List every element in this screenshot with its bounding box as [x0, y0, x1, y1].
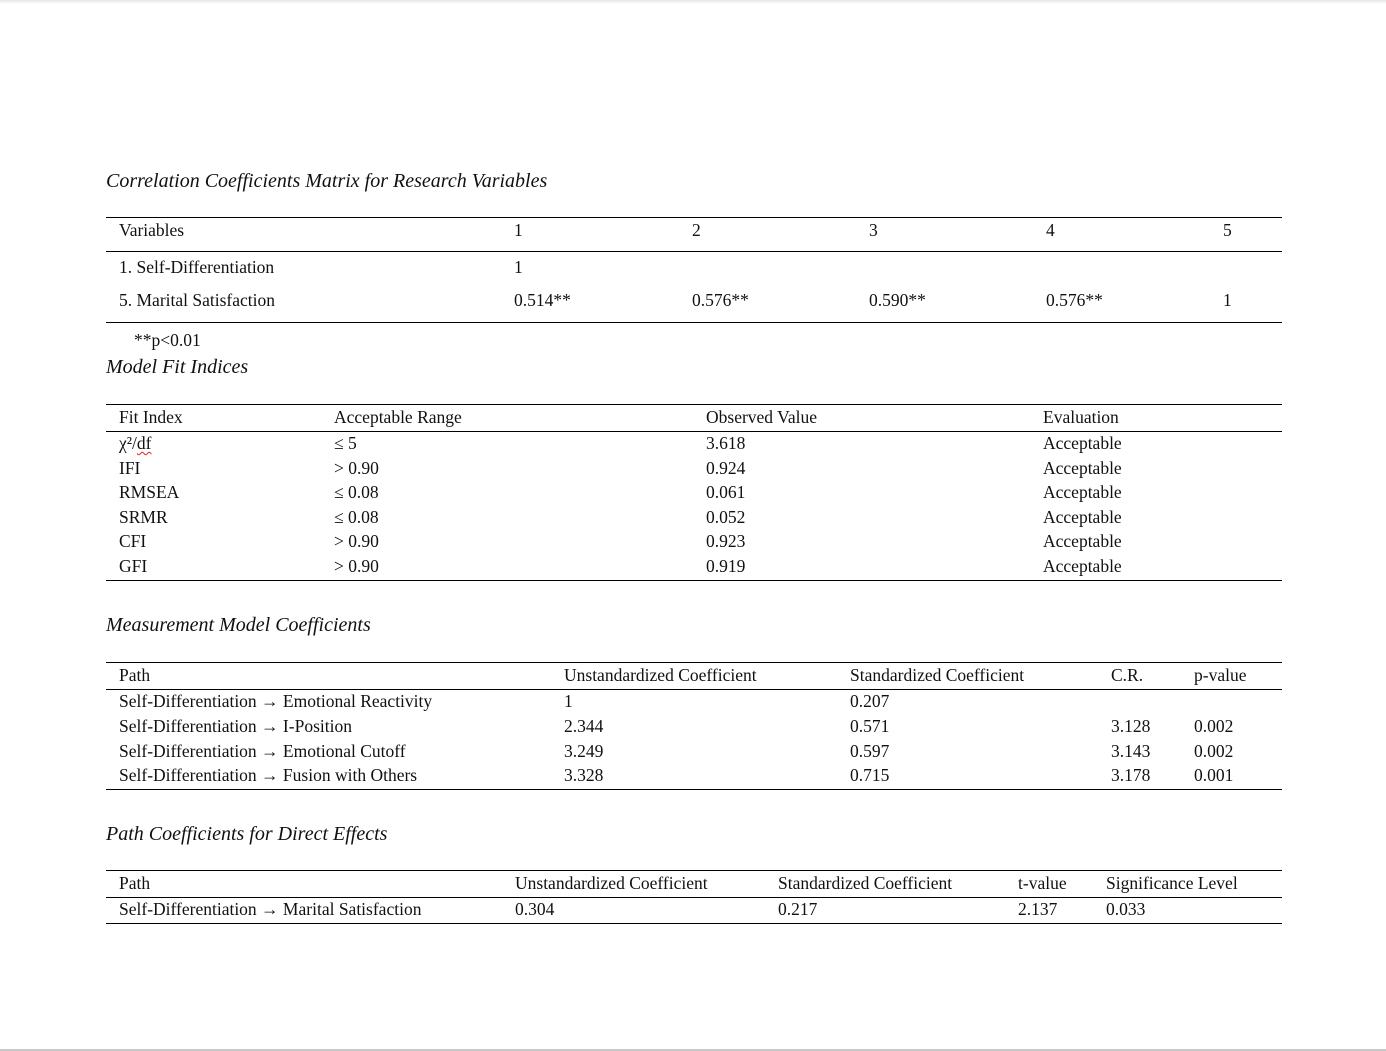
chi-square-symbol: χ²/: [119, 433, 137, 453]
column-header-fit-index: Fit Index: [119, 407, 183, 427]
cell-evaluation: Acceptable: [1043, 531, 1122, 552]
cell-c-r: 3.178: [1111, 765, 1151, 786]
cell-observed-value: 0.923: [706, 531, 746, 552]
cell-2: 0.576**: [692, 290, 749, 310]
significance-note: **p<0.01: [134, 330, 201, 350]
column-header-4: 4: [1046, 220, 1055, 240]
cell-fit-index: GFI: [119, 555, 148, 576]
cell-acceptable-range: > 0.90: [334, 457, 379, 478]
table-header-row: [106, 405, 1282, 432]
cell-c-r: 3.143: [1111, 740, 1151, 761]
cell-evaluation: Acceptable: [1043, 555, 1122, 576]
cell-acceptable-range: > 0.90: [334, 555, 379, 576]
cell-p-value: 0.002: [1194, 740, 1234, 761]
cell-observed-value: 0.924: [706, 457, 746, 478]
cell-unstandardized-coefficient: 2.344: [564, 715, 604, 736]
table-body: [106, 432, 1282, 580]
column-header-1: 1: [514, 220, 523, 240]
column-header-standardized-coefficient: Standardized Coefficient: [778, 873, 953, 893]
column-header-path: Path: [119, 873, 151, 893]
cell-path: Self-Differentiation → I-Position: [119, 715, 352, 736]
cell-4: 0.576**: [1046, 290, 1103, 310]
cell-3: 0.590**: [869, 290, 926, 310]
fit-indices-table: [106, 404, 1282, 581]
page-top-edge: [0, 0, 1386, 4]
table-header-row: [106, 871, 1282, 898]
column-header-variables: Variables: [119, 220, 185, 240]
table-row: [106, 254, 1282, 287]
cell-p-value: 0.002: [1194, 715, 1234, 736]
cell-standardized-coefficient: 0.597: [850, 740, 890, 761]
cell-path: Self-Differentiation → Fusion with Others: [119, 765, 418, 786]
table-row: [106, 898, 1282, 923]
cell-standardized-coefficient: 0.715: [850, 765, 890, 786]
column-header-acceptable-range: Acceptable Range: [334, 407, 462, 427]
cell-observed-value: 0.919: [706, 555, 746, 576]
column-header-3: 3: [869, 220, 878, 240]
cell-unstandardized-coefficient: 0.304: [515, 899, 555, 919]
cell-c-r: 3.128: [1111, 715, 1151, 736]
correlation-table: [106, 217, 1282, 323]
cell-t-value: 2.137: [1018, 899, 1058, 919]
column-header-t-value: t-value: [1018, 873, 1067, 893]
cell-unstandardized-coefficient: 1: [564, 691, 573, 711]
cell-evaluation: Acceptable: [1043, 433, 1122, 453]
cell-standardized-coefficient: 0.207: [850, 691, 890, 711]
table-row: [106, 457, 1282, 482]
cell-acceptable-range: ≤ 0.08: [334, 482, 379, 503]
cell-unstandardized-coefficient: 3.249: [564, 740, 604, 761]
path-coefficients-table: [106, 870, 1282, 924]
table-row: [106, 740, 1282, 765]
column-header-2: 2: [692, 220, 701, 240]
table-row: [106, 715, 1282, 740]
cell-unstandardized-coefficient: 3.328: [564, 765, 604, 786]
cell-acceptable-range: ≤ 5: [334, 433, 357, 453]
cell-fit-index: [119, 433, 151, 454]
cell-1: 0.514**: [514, 290, 571, 310]
column-header-5: 5: [1223, 220, 1232, 240]
column-header-standardized-coefficient: Standardized Coefficient: [850, 665, 1025, 685]
cell-path: Self-Differentiation → Emotional Reactivity: [119, 691, 433, 711]
cell-5: 1: [1223, 290, 1232, 310]
cell-evaluation: Acceptable: [1043, 457, 1122, 478]
cell-path: Self-Differentiation → Emotional Cutoff: [119, 740, 406, 761]
path-table-caption: Path Coefficients for Direct Effects: [106, 823, 388, 845]
table-row: [106, 555, 1282, 580]
column-header-unstandardized-coefficient: Unstandardized Coefficient: [564, 665, 757, 685]
table-row: [106, 432, 1282, 457]
table-row: [106, 764, 1282, 789]
correlation-table-caption: Correlation Coefficients Matrix for Research Variables: [106, 170, 548, 192]
fit-table-caption: Model Fit Indices: [106, 356, 249, 378]
cell-path: Self-Differentiation → Marital Satisfaction: [119, 899, 422, 919]
cell-variables: 5. Marital Satisfaction: [119, 290, 276, 310]
cell-observed-value: 0.061: [706, 482, 746, 503]
cell-evaluation: Acceptable: [1043, 482, 1122, 503]
table-body: [106, 690, 1282, 789]
table-header-row: [106, 218, 1282, 252]
column-header-path: Path: [119, 665, 151, 685]
cell-acceptable-range: ≤ 0.08: [334, 506, 379, 527]
cell-fit-index: IFI: [119, 457, 141, 478]
column-header-p-value: p-value: [1194, 665, 1247, 685]
cell-observed-value: 3.618: [706, 433, 746, 453]
table-body: [106, 252, 1282, 322]
spellcheck-underlined-df: df: [136, 433, 152, 453]
column-header-c-r: C.R.: [1111, 665, 1144, 685]
cell-fit-index: RMSEA: [119, 482, 180, 503]
table-body: [106, 898, 1282, 923]
table-row: [106, 481, 1282, 506]
table-header-row: [106, 663, 1282, 690]
cell-significance-level: 0.033: [1106, 899, 1146, 919]
cell-variables: 1. Self-Differentiation: [119, 257, 275, 277]
cell-fit-index: SRMR: [119, 506, 168, 527]
column-header-observed-value: Observed Value: [706, 407, 817, 427]
cell-p-value: 0.001: [1194, 765, 1234, 786]
table-row: [106, 287, 1282, 320]
column-header-unstandardized-coefficient: Unstandardized Coefficient: [515, 873, 708, 893]
measurement-table-caption: Measurement Model Coefficients: [106, 614, 371, 636]
cell-evaluation: Acceptable: [1043, 506, 1122, 527]
table-row: [106, 690, 1282, 715]
cell-standardized-coefficient: 0.571: [850, 715, 890, 736]
column-header-evaluation: Evaluation: [1043, 407, 1119, 427]
cell-1: 1: [514, 257, 523, 277]
cell-fit-index: CFI: [119, 531, 147, 552]
table-row: [106, 530, 1282, 555]
column-header-significance-level: Significance Level: [1106, 873, 1238, 893]
cell-acceptable-range: > 0.90: [334, 531, 379, 552]
table-row: [106, 506, 1282, 531]
cell-standardized-coefficient: 0.217: [778, 899, 818, 919]
measurement-model-table: [106, 662, 1282, 790]
cell-observed-value: 0.052: [706, 506, 746, 527]
